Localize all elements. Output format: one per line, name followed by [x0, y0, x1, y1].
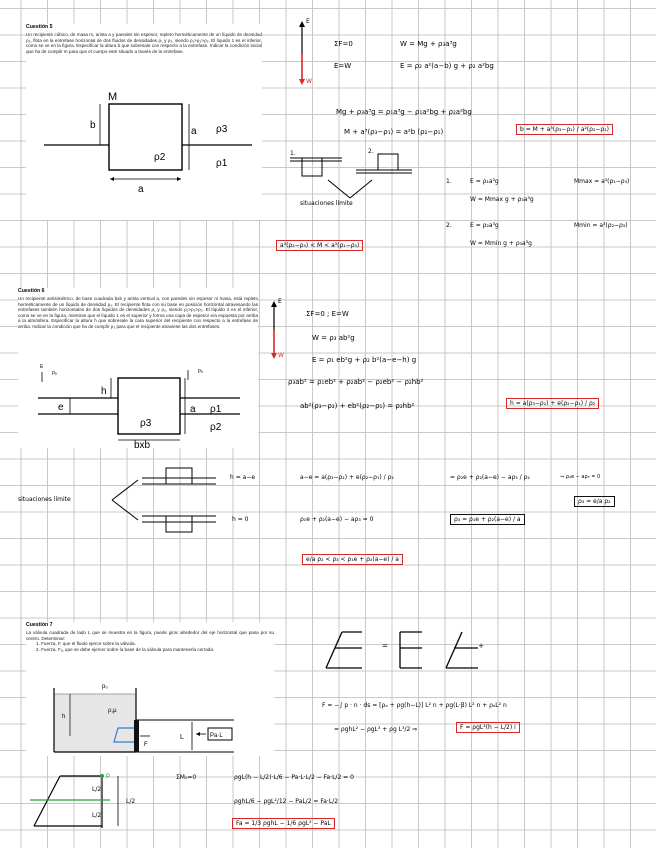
q5-label-rho3: ρ3: [216, 124, 228, 135]
q6-card: [18, 288, 258, 451]
q7-figure: [26, 676, 274, 756]
q5-eq-rearranged: M + a³(ρ₃−ρ₁) = a²b (ρ₂−ρ₁): [344, 128, 444, 136]
q7-item-1: 1. Fuerza, F, que el fluido ejerce sobre la válvula.: [36, 641, 136, 647]
q6-axis-W: W: [278, 352, 284, 359]
q7-moment-sum: ΣM₀=0: [176, 774, 197, 781]
q7-label-L: L: [180, 734, 184, 741]
q6-eq-rearranged: ab²(ρ₃−ρ₂) + eb²(ρ₂−ρ₁) = ρ₂hb²: [300, 402, 415, 410]
q7-result-Fa: Fa = 1/3 ρghL − 1/6 ρgL² − PaL: [232, 818, 335, 829]
q5-case2-E: E = ρ₂a³g: [470, 222, 499, 229]
q7-force-simplified: = ρghL² − ρgL³ + ρg L³/2 ⇒: [334, 726, 418, 733]
q5-eq-sumF: ΣF=0: [334, 40, 353, 48]
q7-point-p: p: [106, 772, 110, 779]
q6-label-a: a: [190, 404, 196, 415]
q6-label-bxb: bxb: [134, 440, 151, 451]
q5-card: [26, 24, 262, 220]
q6-lim1-h: h = a−e: [230, 474, 256, 481]
q5-label-M: M: [108, 91, 118, 103]
q6-label-pa-right: pₐ: [198, 368, 203, 374]
q5-axis-E: E: [306, 18, 310, 25]
q6-eq-E: E = ρ₁ eb²g + ρ₂ b²(a−e−h) g: [312, 356, 417, 364]
q5-limit-situations: situaciones límite: [300, 200, 353, 207]
q7-decomposition-sketch: [322, 628, 482, 672]
q5-axis-W: W: [306, 78, 312, 85]
q5-case1-Mmax: Mmax = a³(ρ₁−ρ₃): [574, 178, 630, 185]
q7-decomposition-operators: = +: [382, 642, 528, 650]
q7-half-bottom: L/2: [92, 812, 102, 819]
q6-axis-E: E: [278, 298, 282, 305]
q6-label-pa-left: pₐ: [52, 370, 57, 376]
q7-moment-sketch: [30, 770, 160, 832]
q5-case1-W: W = Mmax g + ρ₃a³g: [470, 196, 534, 203]
q5-case1-label: 1.: [446, 178, 452, 185]
q5-title: Cuestión 5: [26, 24, 53, 30]
q6-eq-W: W = ρ₃ ab²g: [312, 334, 355, 342]
q5-result-b: b = M + a³(ρ₃−ρ₁) / a²(ρ₂−ρ₁): [516, 124, 613, 135]
q6-result-h: h = a(ρ₃−ρ₂) + e(ρ₂−ρ₁) / ρ₂: [506, 398, 599, 409]
q7-item-2: 2. Fuerza, Fₐ, que se debe ejercer sobre la base de la válvula para mantenerla cerrada.: [36, 646, 215, 652]
q5-label-a-bottom: a: [138, 184, 144, 195]
q7-label-p0: p₀: [102, 684, 108, 690]
q6-lim2-result: ρ₃ = ρ₁e + ρ₂(a−e) / a: [450, 514, 525, 525]
q6-label-e: e: [58, 402, 64, 413]
q5-eq-W: W = Mg + ρ₃a³g: [400, 40, 457, 48]
q6-limit-situations: situaciones límite: [18, 496, 71, 503]
q6-label-h: h: [101, 386, 107, 397]
q6-lim1-eq2: = ρ₂e + ρ₂(a−e) − aρ₃ / ρ₂: [450, 474, 530, 481]
q7-statement: La válvula cuadrada de lado L que se muestra en la figura, puede girar alrededor del eje horizontal que pasa por su centro. Determinar:: [26, 630, 274, 641]
q6-lim2-h: h = 0: [232, 516, 249, 523]
q6-eq-expand: ρ₃ab² = ρ₁eb² + ρ₂ab² − ρ₂eb² − ρ₂hb²: [288, 378, 424, 386]
q6-lim1-eq: a−e = a(ρ₃−ρ₂) + e(ρ₂−ρ₁) / ρ₂: [300, 474, 394, 481]
q5-case2-label: 2.: [446, 222, 452, 229]
q5-result-inequality: a³(ρ₂−ρ₃) < M < a³(ρ₁−ρ₃): [276, 240, 363, 251]
q7-moment-eq2: ρghL/6 − ρgL²/12 − PaL/2 = Fa·L/2: [234, 798, 339, 805]
q5-case-2-label: 2.: [368, 148, 374, 155]
q5-label-a-side: a: [191, 126, 197, 137]
q7-half-side: L/2: [126, 798, 136, 805]
q6-label-rho3: ρ3: [140, 418, 152, 429]
q5-case2-Mmin: Mmin = a³(ρ₂−ρ₃): [574, 222, 628, 229]
q7-label-PaL: Pa·L: [210, 733, 223, 739]
q5-eq-EW: E=W: [334, 62, 352, 70]
q7-card: [26, 622, 274, 756]
q5-statement: Un recipiente cúbico, de masa m, arista a y paredes sin espesor, repleto herméticamente de un líquido de densidad ρ₃, flota en la entrefase horizontal de dos fluidos de densidades ρ₁ y ρ₂, siendo ρ₁>ρ₃>ρ₂. El líquido 1 es el inferior, como se ve en la figura. Especificar la altura b que sobresale con respecto a la entrefase. Indicar la condición inicial que ha de cumplir m para que el cuerpo esté situado a través de la entrefase.: [26, 32, 262, 54]
q5-case2-W: W = Mmin g + ρ₃a³g: [470, 240, 532, 247]
q6-eq-sumF: ΣF=0 ; E=W: [306, 310, 349, 318]
q5-label-rho1: ρ1: [216, 158, 228, 169]
q6-result-inequality: e/a ρ₂ < ρ₃ < ρ₁e + ρ₂(a−e) / a: [302, 554, 403, 565]
q5-limit-sketch: [286, 148, 416, 208]
q5-eq-E: E = ρ₂ a²(a−b) g + ρ₂ a²bg: [400, 62, 494, 70]
q5-eq-balance: Mg + ρ₃a³g = ρ₁a³g − ρ₁a²bg + ρ₂a²bg: [336, 108, 472, 116]
q5-case-1-label: 1.: [290, 150, 296, 157]
q7-moment-eq: ρgL(h − L/2)·L/6 − Pa·L·L/2 − Fa·L/2 = 0: [234, 774, 354, 781]
q7-force-integral: F = −∫ p · n · ds = [ρₐ + ρg(h−L)] L² n + ρg(L·β) L² n + ρₐL² n: [322, 702, 507, 709]
q7-half-top: L/2: [92, 786, 102, 793]
q7-label-h: h: [62, 714, 66, 720]
q6-limit-sketch: [108, 458, 220, 536]
q6-label-rho1: ρ1: [210, 404, 222, 415]
q6-label-rho2: ρ2: [210, 422, 222, 433]
q7-label-F: F: [144, 742, 148, 748]
q7-title: Cuestión 7: [26, 622, 53, 628]
q6-figure: [18, 364, 258, 451]
q6-statement: Un recipiente antisimétrico, de base cuadrada bxb y arista vertical a, con paredes sin espesor ni masa, está repleto herméticamente de un líquido de densidad ρ₃. El recipiente flota con su base en posición horizontal atravesando las entrefases también horizontales de dos líquidos de densidades ρ₁ y ρ₂, siendo ρ₁>ρ₃>ρ₂. El líquido 2 es el inferior, como se ve en la figura, mientras que el líquido 1 es el superior y forma una capa de espesor e/a expuesta por arriba a la atmósfera. Especificar la altura h que sobresale la cara superior del recipiente con respecto a la entrefase de arriba. Indicar la condición que ha de cumplir ρ₃ para que el recipiente atraviese las dos entrefases.: [18, 296, 258, 329]
q5-case1-E: E = ρ₁a³g: [470, 178, 499, 185]
q7-label-rho-mu: ρ,μ: [108, 708, 117, 714]
q7-result-F: F = ρgL²(h − L/2) i: [456, 722, 520, 733]
q6-title: Cuestión 6: [18, 288, 45, 294]
q6-lim1-result: ρ₃ = e/a ρ₂: [574, 496, 615, 507]
q5-figure: [26, 91, 262, 216]
q5-label-b: b: [90, 120, 96, 131]
q6-label-E: E: [40, 364, 44, 370]
q6-lim2-eq: ρ₁e + ρ₂(a−e) − aρ₃ = 0: [300, 516, 374, 523]
q6-lim1-eq3: ⇒ ρ₂e − aρ₃ = 0: [560, 474, 601, 480]
q5-label-rho2: ρ2: [154, 152, 166, 163]
